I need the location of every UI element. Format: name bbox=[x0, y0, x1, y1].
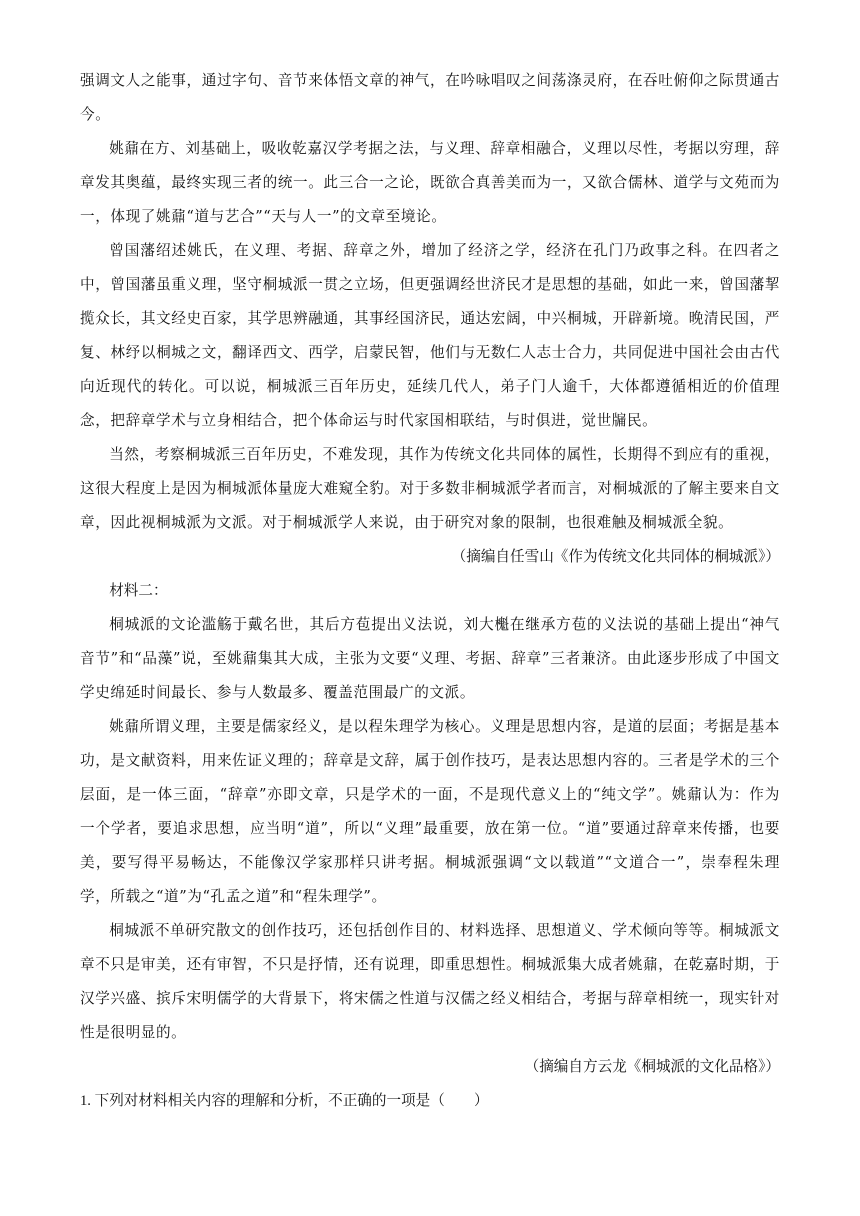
material2-label: 材料二： bbox=[109, 582, 168, 599]
material1-paragraph-yaonai: 姚鼐在方、刘基础上，吸收乾嘉汉学考据之法，与义理、辞章相融合，义理以尽性，考据以穷理，辞章发其奥蕴，最终实现三者的统一。此三合一之论，既欲合真善美而为一，又欲合儒林、道学与文苑而为一，体现了姚鼐“道与艺合”“天与人一”的文章至境论。 bbox=[80, 140, 780, 225]
material1-source: （摘编自任雪山《作为传统文化共同体的桐城派》） bbox=[451, 548, 780, 565]
question-1: 1. 下列对材料相关内容的理解和分析，不正确的一项是（ ） bbox=[80, 1093, 489, 1109]
material2-paragraph-character: 桐城派不单研究散文的创作技巧，还包括创作目的、材料选择、思想道义、学术倾向等等。桐城派文章不只是审美，还有审智，不只是抒情，还有说理，即重思想性。桐城派集大成者姚鼐，在乾嘉时期，于汉学兴盛、摈斥宋明儒学的大背景下，将宋儒之性道与汉儒之经义相结合，考据与辞章相统一，现实针对性是很明显的。 bbox=[80, 922, 780, 1041]
material2-source: （摘编自方云龙《桐城派的文化品格》） bbox=[524, 1058, 780, 1075]
material1-paragraph-conclusion: 当然，考察桐城派三百年历史，不难发现，其作为传统文化共同体的属性，长期得不到应有的重视，这很大程度上是因为桐城派体量庞大难窥全豹。对于多数非桐城派学者而言，对桐城派的了解主要来自文章，因此视桐城派为文派。对于桐城派学人来说，由于研究对象的限制，也很难触及桐城派全貌。 bbox=[80, 446, 780, 531]
material1-paragraph-zengguofan: 曾国藩绍述姚氏，在义理、考据、辞章之外，增加了经济之学，经济在孔门乃政事之科。在四者之中，曾国藩虽重义理，坚守桐城派一贯之立场，但更强调经世济民才是思想的基础，如此一来，曾国藩挈揽众长，其文经史百家，其学思辨融通，其事经国济民，通达宏阔，中兴桐城，开辟新境。晚清民国，严复、林纾以桐城之文，翻译西文、西学，启蒙民智，他们与无数仁人志士合力，共同促进中国社会由古代向近现代的转化。可以说，桐城派三百年历史，延续几代人，弟子门人逾千，大体都遵循相近的价值理念，把辞章学术与立身相结合，把个体命运与时代家国相联结，与时俱进，觉世牖民。 bbox=[80, 242, 780, 429]
document-page bbox=[80, 64, 780, 1118]
material1-paragraph-continued: 强调文人之能事，通过字句、音节来体悟文章的神气，在吟咏唱叹之间荡涤灵府，在吞吐俯仰之际贯通古今。 bbox=[80, 72, 780, 123]
material2-paragraph-yili: 姚鼐所谓义理，主要是儒家经义，是以程朱理学为核心。义理是思想内容，是道的层面；考据是基本功，是文献资料，用来佐证义理的；辞章是文辞，属于创作技巧，是表达思想内容的。三者是学术的三个层面，是一体三面，“辞章”亦即文章，只是学术的一面，不是现代意义上的“纯文学”。姚鼐认为：作为一个学者，要追求思想，应当明“道”，所以“义理”最重要，放在第一位。“道”要通过辞章来传播，也要美，要写得平易畅达，不能像汉学家那样只讲考据。桐城派强调“文以载道”“文道合一”，崇奉程朱理学，所载之“道”为“孔孟之道”和“程朱理学”。 bbox=[80, 718, 780, 905]
material2-paragraph-origin: 桐城派的文论滥觞于戴名世，其后方苞提出义法说，刘大櫆在继承方苞的义法说的基础上提出“神气音节”和“品藻”说，至姚鼐集其大成，主张为文要“义理、考据、辞章”三者兼济。由此逐步形成了中国文学史绵延时间最长、参与人数最多、覆盖范围最广的文派。 bbox=[80, 616, 780, 701]
